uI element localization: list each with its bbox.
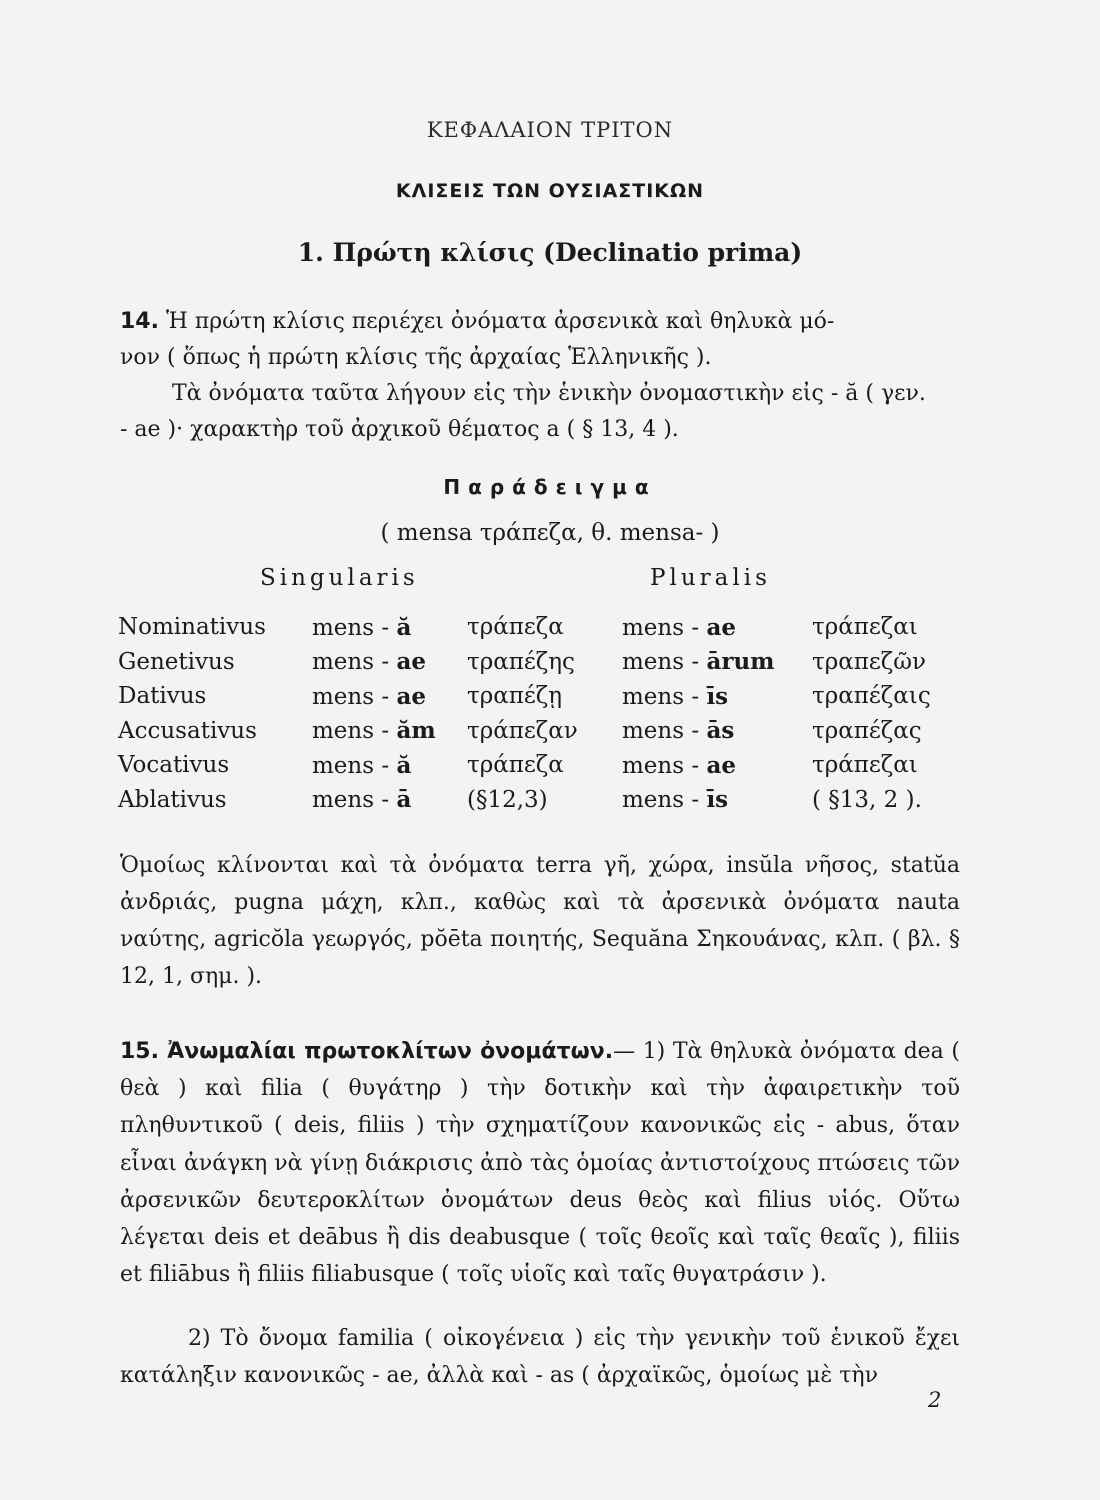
plural-form — [622, 679, 812, 714]
singular-form — [312, 748, 467, 783]
declension-row — [118, 748, 962, 783]
case-name: Vocativus — [118, 752, 230, 779]
ending: ă — [396, 751, 412, 779]
ending: ae — [706, 613, 736, 641]
ending: ā — [396, 786, 412, 814]
declension-row — [118, 714, 962, 749]
paragraph-15 — [120, 1033, 960, 1293]
plural-label: Pluralis — [650, 565, 771, 591]
case-name: Dativus — [118, 683, 207, 710]
singular-form — [312, 610, 467, 645]
singular-form — [312, 645, 467, 680]
plural-greek: τραπέζας — [812, 717, 922, 744]
singular-greek: τραπέζης — [467, 648, 575, 675]
declension-table — [118, 610, 962, 817]
stem: mens - — [622, 752, 707, 779]
example-subheading: ( mensa τράπεζα, θ. mensa- ) — [380, 520, 720, 546]
stem: mens - — [312, 752, 397, 779]
paragraph-15-part-2: 2) Τὸ ὄνομα familia ( οἰκογένεια ) εἰς τὴν γενικὴν τοῦ ἑνικοῦ ἔχει κατάληξιν κανονικῶς - ae, ἀλλὰ καὶ - as ( ἀρχαϊκῶς, ὁμοίως μὲ τὴν — [120, 1326, 960, 1388]
singular-greek: τράπεζαν — [467, 717, 578, 744]
singular-form — [312, 679, 467, 714]
declension-row — [118, 679, 962, 714]
singular-greek: τραπέζῃ — [467, 683, 563, 710]
paragraph-14 — [120, 304, 960, 448]
paragraph-14-line-2: νον ( ὅπως ἡ πρώτη κλίσις τῆς ἀρχαίας Ἑλληνικῆς ). — [120, 345, 712, 370]
stem: mens - — [622, 649, 707, 676]
ending: īs — [706, 786, 729, 814]
stem: mens - — [312, 614, 397, 641]
ending: ăm — [396, 717, 436, 745]
case-name: Accusativus — [118, 717, 257, 744]
ending: ae — [706, 751, 736, 779]
page-number: 2 — [928, 1388, 942, 1412]
stem: mens - — [622, 718, 707, 745]
ending: īs — [706, 682, 729, 710]
singular-greek: τράπεζα — [467, 752, 564, 779]
ending: ās — [706, 717, 735, 745]
plural-form — [622, 714, 812, 749]
case-name: Ablativus — [118, 786, 227, 813]
paragraph-number: 14. — [120, 309, 159, 334]
paragraph-14-line-4: - ae )· χαρακτὴρ τοῦ ἀρχικοῦ θέματος a ( § 13, 4 ). — [120, 417, 679, 442]
singular-greek: (§12,3) — [467, 786, 548, 813]
paragraph-similar-nouns: Ὁμοίως κλίνονται καὶ τὰ ὀνόματα terra γῆ, χώρα, insŭla νῆσος, statŭa ἀνδριάς, pugna μάχη, κλπ., καθὼς καὶ τὰ ἀρσενικὰ ὀνόματα nauta ναύτης, agricŏla γεωργός, pŏēta ποιητής, Sequăna Σηκουάνας, κλπ. ( βλ. § 12, 1, σημ. ). — [120, 853, 960, 989]
ending: ă — [396, 613, 412, 641]
chapter-title: ΚΕΦΑΛΑΙΟΝ ΤΡΙΤΟΝ — [426, 118, 674, 142]
plural-form — [622, 783, 812, 818]
plural-greek: τράπεζαι — [812, 614, 918, 641]
plural-greek: τραπέζαις — [812, 683, 931, 710]
plural-greek: τράπεζαι — [812, 752, 918, 779]
subsection-title: 1. Πρώτη κλίσις (Declinatio prima) — [297, 238, 803, 267]
paragraph-14-line-1: Ἡ πρώτη κλίσις περιέχει ὀνόματα ἀρσενικὰ καὶ θηλυκὰ μό- — [165, 309, 835, 334]
declension-row — [118, 610, 962, 645]
case-name: Genetivus — [118, 648, 235, 675]
plural-form — [622, 610, 812, 645]
stem: mens - — [312, 683, 397, 710]
ending: ae — [396, 682, 426, 710]
ending: ārum — [706, 648, 775, 676]
ending: ae — [396, 648, 426, 676]
plural-greek: τραπεζῶν — [812, 648, 927, 675]
case-name: Nominativus — [118, 614, 266, 641]
plural-form — [622, 645, 812, 680]
singular-label: Singularis — [260, 565, 419, 591]
stem: mens - — [312, 718, 397, 745]
declension-row — [118, 783, 962, 818]
section-title: ΚΛΙΣΕΙΣ ΤΩΝ ΟΥΣΙΑΣΤΙΚΩΝ — [395, 180, 705, 202]
paragraph-15-heading: 15. Ἀνωμαλίαι πρωτοκλίτων ὀνομάτων. — [120, 1039, 614, 1064]
singular-form — [312, 783, 467, 818]
singular-greek: τράπεζα — [467, 614, 564, 641]
declension-row — [118, 645, 962, 680]
stem: mens - — [622, 787, 707, 814]
paragraph-14-line-3: Τὰ ὀνόματα ταῦτα λήγουν εἰς τὴν ἑνικὴν ὀνομαστικὴν εἰς - ă ( γεν. — [172, 381, 926, 406]
plural-form — [622, 748, 812, 783]
singular-form — [312, 714, 467, 749]
stem: mens - — [622, 683, 707, 710]
paragraph-15-text: — 1) Τὰ θηλυκὰ ὀνόματα dea ( θεὰ ) καὶ filia ( θυγάτηρ ) τὴν δοτικὴν καὶ τὴν ἀφαιρετικὴν τοῦ πληθυντικοῦ ( deis, filiis ) τὴν σχηματίζουν κανονικῶς εἰς - abus, ὅταν εἶναι ἀνάγκη νὰ γίνῃ διάκρισις ἀπὸ τὰς ὁμοίας ἀντιστοίχους πτώσεις τῶν ἀρσενικῶν δευτεροκλίτων ὀνομάτων deus θεὸς καὶ filius υἱός. Οὕτω λέγεται deis et deābus ἢ dis deabusque ( τοῖς θεοῖς καὶ ταῖς θεαῖς ), filiis et filiābus ἢ filiis filiabusque ( τοῖς υἱοῖς καὶ ταῖς θυγατράσιν ). — [120, 1039, 960, 1288]
stem: mens - — [312, 787, 397, 814]
example-heading: Παράδειγμα — [443, 475, 657, 499]
plural-greek: ( §13, 2 ). — [812, 786, 922, 813]
stem: mens - — [312, 649, 397, 676]
stem: mens - — [622, 614, 707, 641]
